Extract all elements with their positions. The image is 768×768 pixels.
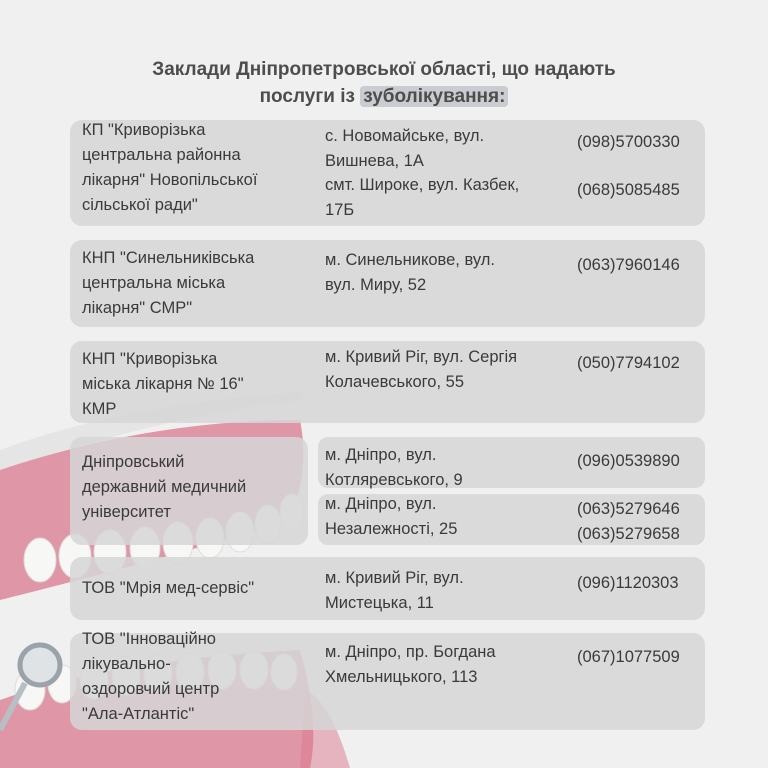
title-line-2 [0,83,768,110]
clinic-name: КНП "Синельниківська центральна міська лікарня" СМР" [82,249,255,317]
clinic-address: м. Дніпро, пр. Богдана Хмельницького, 113 [325,643,496,686]
title-highlight: зуболікування: [360,86,508,107]
clinic-phone: (098)5700330 [577,133,680,151]
clinic-address: с. Новомайське, вул. Вишнева, 1А [325,127,485,170]
clinic-address: м. Дніпро, вул. Котляревського, 9 [325,446,463,489]
clinic-name: КНП "Криворізька міська лікарня № 16" КМР [82,350,244,418]
clinic-phone: (050)7794102 [577,354,680,372]
clinic-address: м. Кривий Ріг, вул. Мистецька, 11 [325,569,464,612]
clinic-phone: (063)5279646 (063)5279658 [577,500,680,543]
clinic-phone: (068)5085485 [577,181,680,199]
clinic-address: смт. Широке, вул. Казбек, 17Б [325,176,520,219]
clinic-name: ТОВ "Інноваційно лікувально- оздоровчий центр "Ала-Атлантіс" [82,630,220,723]
clinic-address: м. Кривий Ріг, вул. Сергія Колачевського, 55 [325,348,518,391]
clinic-phone: (063)7960146 [577,256,680,274]
clinic-address: м. Дніпро, вул. Незалежності, 25 [325,495,458,538]
clinic-phone: (096)1120303 [577,574,679,592]
clinic-name: КП "Криворізька центральна районна лікарня" Новопільської сільської ради" [82,121,258,214]
title-line-1: Заклади Дніпропетровської області, що надають [152,59,616,80]
clinic-phone: (067)1077509 [577,648,680,666]
clinic-name: Дніпровський державний медичний університет [82,453,247,521]
clinic-phone: (096)0539890 [577,452,680,470]
title-line-2-prefix: послуги із [259,86,361,107]
clinic-address: м. Синельникове, вул. вул. Миру, 52 [325,251,495,294]
page-title [0,56,768,110]
clinic-name: ТОВ "Мрія мед-сервіс" [82,579,255,597]
